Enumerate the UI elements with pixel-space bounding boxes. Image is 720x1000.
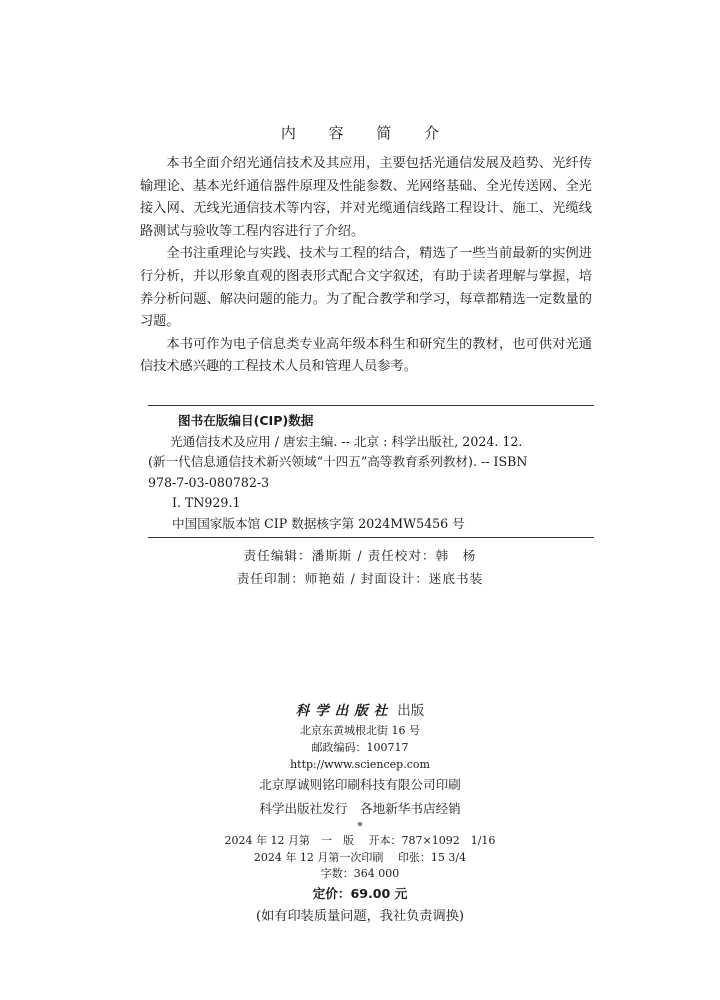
- cip-top-divider: [148, 405, 594, 406]
- book-introduction: [140, 153, 592, 379]
- intro-paragraph-2: 全书注重理论与实践、技术与工程的结合，精选了一些当前最新的实例进行分析，并以形象直观的图表形式配合文字叙述，有助于读者理解与掌握，培养分析问题、解决问题的能力。为了配合教学和学习，每章都精选一定数量的习题。: [140, 246, 592, 330]
- cip-bottom-divider: [148, 537, 594, 538]
- publisher-address: 北京东黄城根北街 16 号: [300, 724, 420, 737]
- intro-paragraph-3: 本书可作为电子信息类专业高年级本科生和研究生的教材，也可供对光通信技术感兴趣的工程技术人员和管理人员参考。: [140, 336, 592, 375]
- cip-line-4: Ⅰ. TN929.1: [172, 495, 241, 510]
- distribution-info: 科学出版社发行 各地新华书店经销: [259, 801, 461, 816]
- cip-data-block: [148, 411, 594, 534]
- quality-notice: (如有印装质量问题，我社负责调换): [255, 908, 465, 924]
- cip-line-2: (新一代信息通信技术新兴领域“十四五”高等教育系列教材). -- ISBN: [148, 454, 528, 469]
- publisher-info: [0, 700, 720, 929]
- editorial-staff: [0, 544, 720, 590]
- word-count: 字数：364 000: [320, 867, 400, 880]
- printing-info: 2024 年 12 月第一次印刷 印张：15 3/4: [253, 850, 467, 864]
- cip-line-5: 中国国家版本馆 CIP 数据核字第 2024MW5456 号: [172, 515, 465, 531]
- separator-star: *: [357, 820, 363, 833]
- publisher-logo-text: 科学出版社: [295, 703, 394, 719]
- publisher-url: http://www.sciencep.com: [290, 758, 430, 771]
- page-title: 内 容 简 介: [280, 124, 454, 142]
- edition-info: 2024 年 12 月第 一 版 开本：787×1092 1/16: [224, 834, 496, 847]
- book-price: 定价：69.00 元: [312, 885, 408, 901]
- publisher-name: [0, 700, 720, 722]
- cip-heading: 图书在版编目(CIP)数据: [178, 413, 314, 428]
- staff-line-2: 责任印制：师艳茹 / 封面设计：迷底书装: [236, 571, 484, 586]
- intro-paragraph-1: 本书全面介绍光通信技术及其应用，主要包括光通信发展及趋势、光纤传输理论、基本光纤通信器件原理及性能参数、光网络基础、全光传送网、全光接入网、无线光通信技术等内容，并对光缆通信线路工程设计、施工、光缆线路测试与验收等工程内容进行了介绍。: [140, 156, 592, 239]
- publisher-postcode: 邮政编码：100717: [311, 741, 409, 754]
- cip-line-3: 978-7-03-080782-3: [148, 474, 270, 490]
- publisher-suffix: 出版: [397, 703, 425, 719]
- cip-line-1: 光通信技术及应用 / 唐宏主编. -- 北京 : 科学出版社, 2024. 12.: [170, 433, 523, 449]
- printer-info: 北京厚诚则铭印刷科技有限公司印刷: [259, 777, 461, 792]
- staff-line-1: 责任编辑：潘斯斯 / 责任校对：韩 杨: [243, 548, 477, 563]
